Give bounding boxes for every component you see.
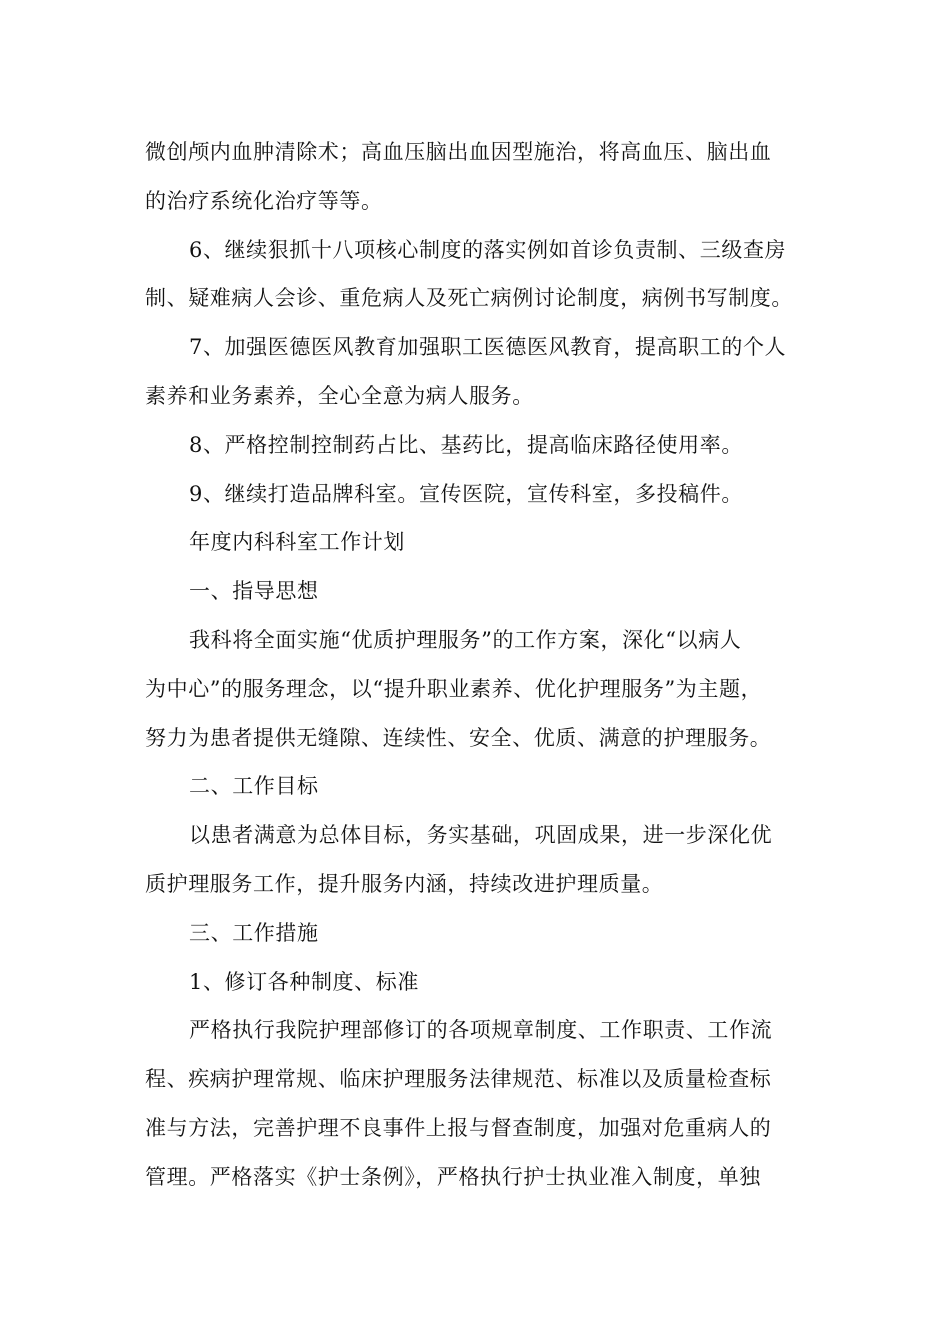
list-item-7: 7、加强医德医风教育加强职工医德医风教育，提高职工的个人	[189, 335, 787, 360]
document-title: 年度内科科室工作计划	[189, 530, 405, 555]
subsection-heading-revise-systems: 1、修订各种制度、标准	[189, 969, 419, 994]
list-item-6: 6、继续狠抓十八项核心制度的落实例如首诊负责制、三级查房	[189, 237, 787, 262]
section-heading-work-goals: 二、工作目标	[189, 774, 319, 799]
text-line: 程、疾病护理常规、临床护理服务法律规范、标准以及质量检查标	[145, 1067, 772, 1092]
text-line: 努力为患者提供无缝隙、连续性、安全、优质、满意的护理服务。	[145, 725, 772, 750]
document-body	[145, 128, 825, 1202]
text-line: 为中心”的服务理念，以“提升职业素养、优化护理服务”为主题，	[145, 676, 763, 701]
text-line: 素养和业务素养，全心全意为病人服务。	[145, 383, 534, 408]
section-heading-work-measures: 三、工作措施	[189, 920, 319, 945]
text-line: 管理。严格落实《护士条例》，严格执行护士执业准入制度，单独	[145, 1164, 761, 1189]
text-line: 微创颅内血肿清除术；高血压脑出血因型施治，将高血压、脑出血	[145, 140, 772, 164]
text-line: 我科将全面实施“优质护理服务”的工作方案，深化“以病人	[189, 627, 742, 652]
list-item-9: 9、继续打造品牌科室。宣传医院，宣传科室，多投稿件。	[189, 481, 743, 506]
section-heading-guiding-thought: 一、指导思想	[189, 579, 319, 604]
text-line: 质护理服务工作，提升服务内涵，持续改进护理质量。	[145, 871, 664, 896]
list-item-8: 8、严格控制控制药占比、基药比，提高临床路径使用率。	[189, 432, 743, 457]
text-line: 以患者满意为总体目标，务实基础，巩固成果，进一步深化优	[189, 823, 773, 848]
text-line: 制、疑难病人会诊、重危病人及死亡病例讨论制度，病例书写制度。	[145, 286, 793, 311]
text-line: 严格执行我院护理部修订的各项规章制度、工作职责、工作流	[189, 1018, 773, 1043]
text-line: 准与方法，完善护理不良事件上报与督查制度，加强对危重病人的	[145, 1115, 772, 1140]
text-line: 的治疗系统化治疗等等。	[145, 188, 383, 213]
